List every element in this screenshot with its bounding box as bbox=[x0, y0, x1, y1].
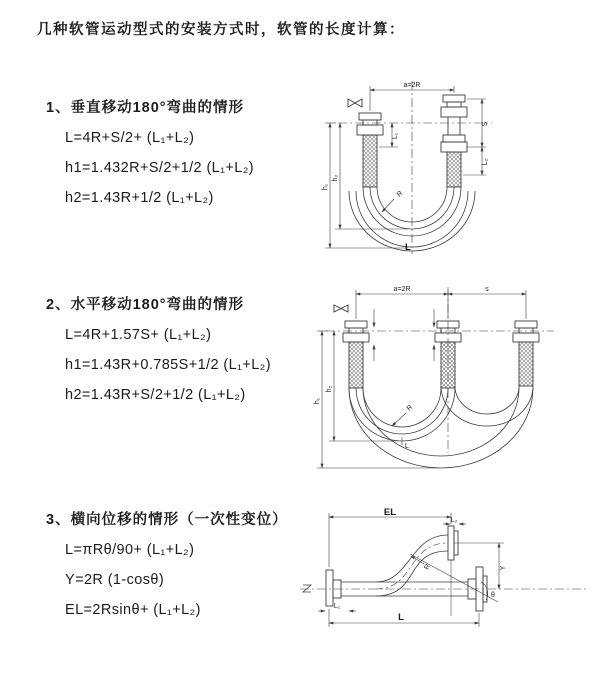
el-label: EL bbox=[383, 507, 397, 518]
hose-u-bends bbox=[349, 386, 533, 468]
radius-label: R bbox=[423, 563, 432, 571]
formula-h1: h1=1.43R+0.785S+1/2 (L₁+L₂) bbox=[65, 357, 271, 373]
theta-label: θ bbox=[491, 592, 495, 599]
left-hose-fitting bbox=[357, 113, 383, 187]
formula-h1: h1=1.432R+S/2+1/2 (L₁+L₂) bbox=[65, 160, 255, 176]
centerline bbox=[300, 585, 588, 592]
formula-el: EL=2Rsinθ+ (L₁+L₂) bbox=[65, 602, 201, 618]
page-title: 几种软管运动型式的安装方式时，软管的长度计算： bbox=[37, 22, 405, 38]
dimension-lines bbox=[325, 86, 486, 248]
l2-label: L₂ bbox=[450, 517, 458, 524]
diagram-lateral-displacement bbox=[298, 504, 592, 646]
section-vertical-movement bbox=[46, 100, 254, 206]
construction-lines bbox=[410, 554, 498, 616]
break-symbol bbox=[303, 585, 311, 592]
formula-length: L=4R+S/2+ (L₁+L₂) bbox=[65, 130, 195, 146]
dimension-lines bbox=[317, 290, 526, 468]
formula-length: L=4R+1.57S+ (L₁+L₂) bbox=[65, 327, 212, 343]
h2-label: h₂ bbox=[326, 385, 333, 393]
span-label: a=2R bbox=[393, 286, 411, 293]
valve-icon bbox=[348, 99, 362, 107]
radius-label: R bbox=[405, 403, 415, 413]
travel-label: s bbox=[485, 286, 489, 293]
formula-y: Y=2R (1-cosθ) bbox=[65, 572, 165, 588]
dimension-labels bbox=[334, 507, 507, 623]
dimension-labels bbox=[322, 82, 489, 253]
radius-label: R bbox=[395, 189, 405, 199]
y-label: Y bbox=[500, 565, 507, 571]
span-label: a=2R bbox=[403, 82, 421, 89]
dimension-labels bbox=[314, 286, 489, 450]
h1-label: h₁ bbox=[322, 183, 329, 191]
right-hose-fitting bbox=[441, 95, 467, 187]
s-label: S bbox=[482, 121, 489, 127]
formula-h2: h2=1.43R+1/2 (L₁+L₂) bbox=[65, 190, 214, 206]
section-3-heading: 3、横向位移的情形（一次性变位） bbox=[46, 512, 288, 528]
formula-length: L=πRθ/90+ (L₁+L₂) bbox=[65, 542, 195, 558]
section-2-heading: 2、水平移动180°弯曲的情形 bbox=[46, 297, 245, 313]
l2-label: L₂ bbox=[482, 158, 489, 166]
diagram-vertical-180-bend bbox=[312, 75, 584, 257]
h1-label: h₁ bbox=[314, 397, 321, 405]
l1-label: L₁ bbox=[392, 132, 399, 140]
left-flange bbox=[326, 570, 341, 606]
section-lateral-displacement bbox=[46, 512, 288, 618]
curved-hose bbox=[376, 535, 448, 596]
formula-h2: h2=1.43R+S/2+1/2 (L₁+L₂) bbox=[65, 387, 246, 403]
length-label: L bbox=[398, 612, 404, 623]
section-1-heading: 1、垂直移动180°弯曲的情形 bbox=[46, 100, 245, 116]
section-horizontal-movement bbox=[46, 297, 271, 403]
length-label: L bbox=[405, 242, 411, 253]
h2-label: h₂ bbox=[332, 174, 339, 182]
valve-icon bbox=[334, 305, 348, 312]
diagram-horizontal-180-bend bbox=[308, 281, 592, 473]
l1-label: L₁ bbox=[333, 603, 341, 610]
length-label: L bbox=[405, 443, 409, 450]
